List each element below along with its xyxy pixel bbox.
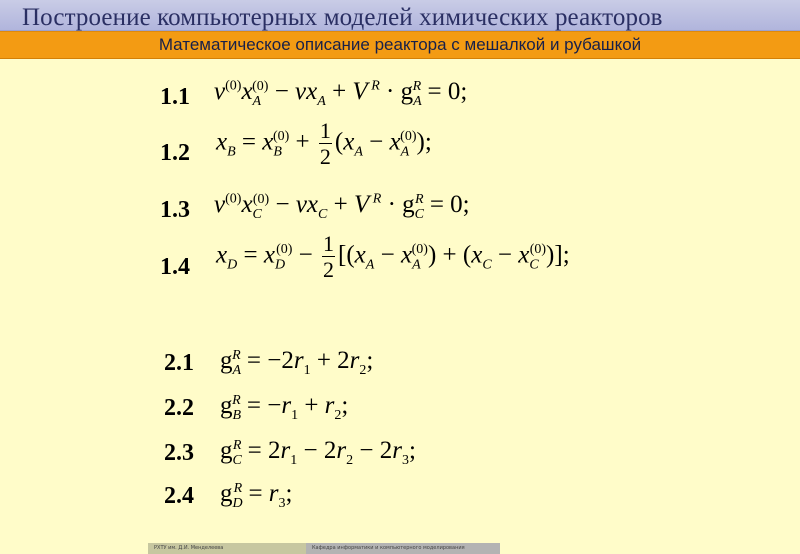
equation-number: 1.2 bbox=[160, 140, 190, 166]
equation-formula: $v^{(0)}x_C^{(0)} - vx_C + V$ $^R \cdot g_C^R = 0$; bbox=[214, 191, 470, 222]
slide-subtitle: Математическое описание реактора с мешалкой и рубашкой bbox=[158, 35, 642, 54]
equation-formula: $g_B^R = -r_1 + r_2$; bbox=[220, 392, 349, 423]
equation-number: 2.2 bbox=[164, 395, 194, 421]
equation-formula: $x_D = x_D^{(0)}$ − $\frac{1}{2}$ $[(x_A - x_A^{(0)}) + (x_C - x_C^{(0)})]$; bbox=[216, 231, 570, 282]
equation-formula: $g_A^R = -2r_1 + 2r_2$; bbox=[220, 347, 374, 378]
equation-formula: $v^{(0)}x_A^{(0)} - vx_A + V$ $^R \cdot g_A^R = 0$; bbox=[214, 78, 468, 109]
fraction: $\frac{1}{2}$ bbox=[323, 231, 335, 282]
subtitle-bar bbox=[0, 31, 800, 59]
fraction: $\frac{1}{2}$ bbox=[319, 118, 331, 169]
equation-number: 2.3 bbox=[164, 440, 194, 466]
equation-number: 2.1 bbox=[164, 350, 194, 376]
equation-formula: $g_C^R = 2r_1 - 2r_2 - 2r_3$; bbox=[220, 437, 416, 468]
equation-formula: $g_D^R = r_3$; bbox=[220, 480, 293, 511]
equation-number: 1.4 bbox=[160, 254, 190, 280]
equation-formula: $x_B = x_B^{(0)}$ + $\frac{1}{2}$ $(x_A - x_A^{(0)})$; bbox=[216, 118, 432, 169]
footer-university: РХТУ им. Д.И. Менделеева bbox=[148, 543, 306, 554]
title-bar bbox=[0, 0, 800, 31]
equation-number: 2.4 bbox=[164, 483, 194, 509]
equation-number: 1.1 bbox=[160, 84, 190, 110]
slide-title: Построение компьютерных моделей химических реакторов bbox=[22, 4, 663, 31]
equation-number: 1.3 bbox=[160, 197, 190, 223]
footer-department: Кафедра информатики и компьютерного моделирования bbox=[306, 543, 500, 554]
